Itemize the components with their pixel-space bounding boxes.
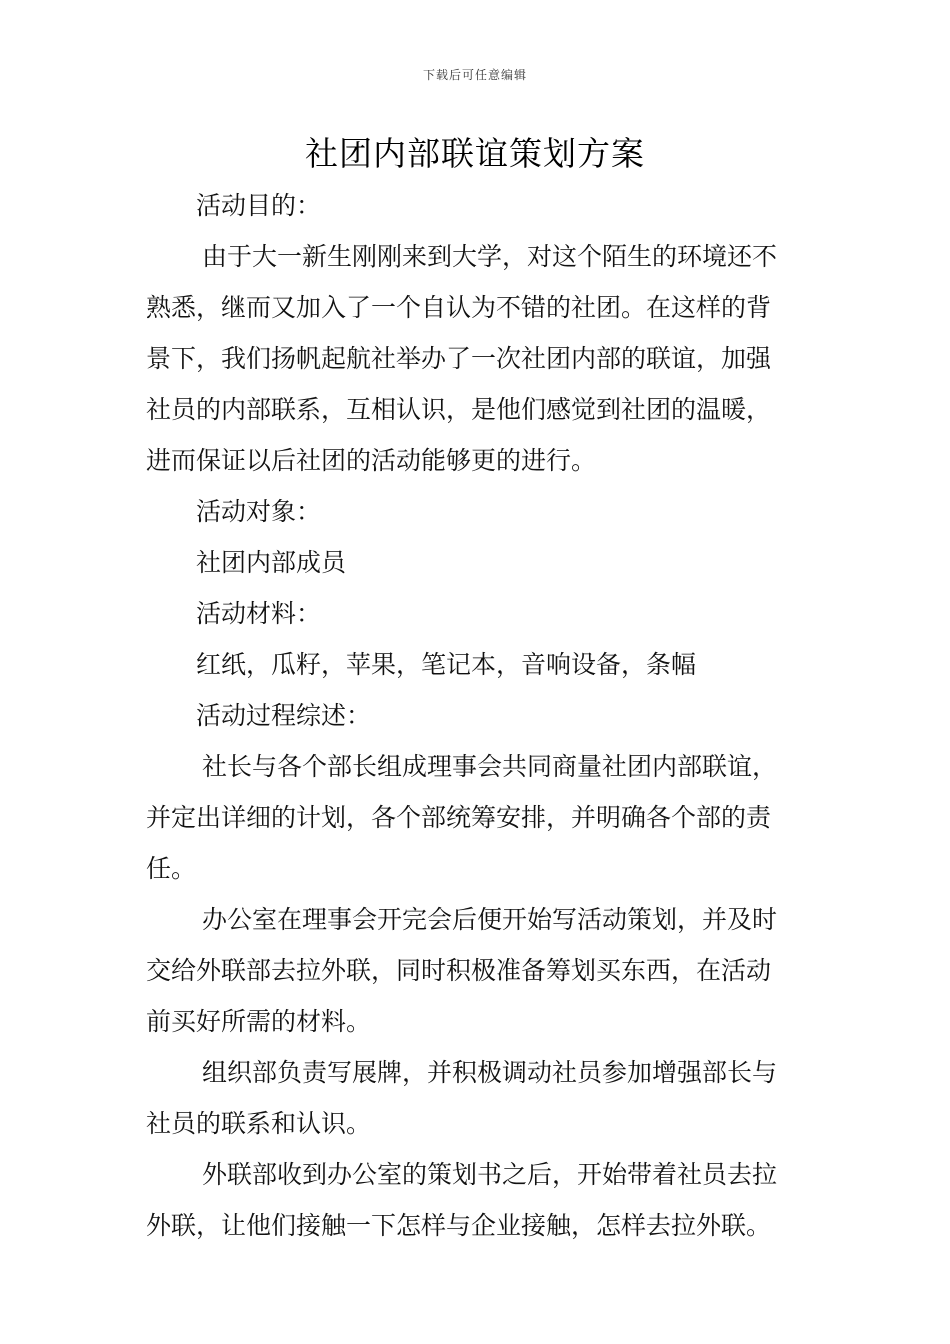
paragraph-line: 并定出详细的计划，各个部统筹安排，并明确各个部的责 — [146, 803, 772, 832]
paragraph-line: 交给外联部去拉外联，同时积极准备筹划买东西，在活动 — [146, 956, 772, 985]
paragraph-line: 社员的联系和认识。 — [146, 1109, 372, 1138]
paragraph-line: 由于大一新生刚刚来到大学，对这个陌生的环境还不 — [202, 242, 778, 271]
document-title: 社团内部联谊策划方案 — [305, 134, 645, 173]
paragraph-line: 任。 — [146, 854, 197, 883]
paragraph-line: 前买好所需的材料。 — [146, 1007, 372, 1036]
section-heading-purpose: 活动目的： — [196, 191, 322, 220]
section-heading-process: 活动过程综述： — [196, 701, 372, 730]
paragraph-line: 社员的内部联系，互相认识，是他们感觉到社团的温暖， — [146, 395, 772, 424]
paragraph-line: 红纸，瓜籽，苹果，笔记本，音响设备，条幅 — [196, 650, 697, 679]
paragraph-line: 进而保证以后社团的活动能够更的进行。 — [146, 446, 597, 475]
paragraph-line: 社长与各个部长组成理事会共同商量社团内部联谊， — [202, 752, 778, 781]
paragraph-line: 组织部负责写展牌，并积极调动社员参加增强部长与 — [202, 1058, 778, 1087]
paragraph-line: 外联，让他们接触一下怎样与企业接触，怎样去拉外联。 — [146, 1211, 772, 1240]
paragraph-line: 景下，我们扬帆起航社举办了一次社团内部的联谊，加强 — [146, 344, 772, 373]
paragraph-line: 社团内部成员 — [196, 548, 347, 577]
section-heading-audience: 活动对象： — [196, 497, 322, 526]
document-body — [146, 180, 810, 1251]
paragraph-line: 外联部收到办公室的策划书之后，开始带着社员去拉 — [202, 1160, 778, 1189]
paragraph-line: 办公室在理事会开完会后便开始写活动策划，并及时 — [202, 905, 778, 934]
section-heading-materials: 活动材料： — [196, 599, 322, 628]
header-note: 下载后可任意编辑 — [422, 68, 527, 82]
paragraph-line: 熟悉，继而又加入了一个自认为不错的社团。在这样的背 — [146, 293, 772, 322]
